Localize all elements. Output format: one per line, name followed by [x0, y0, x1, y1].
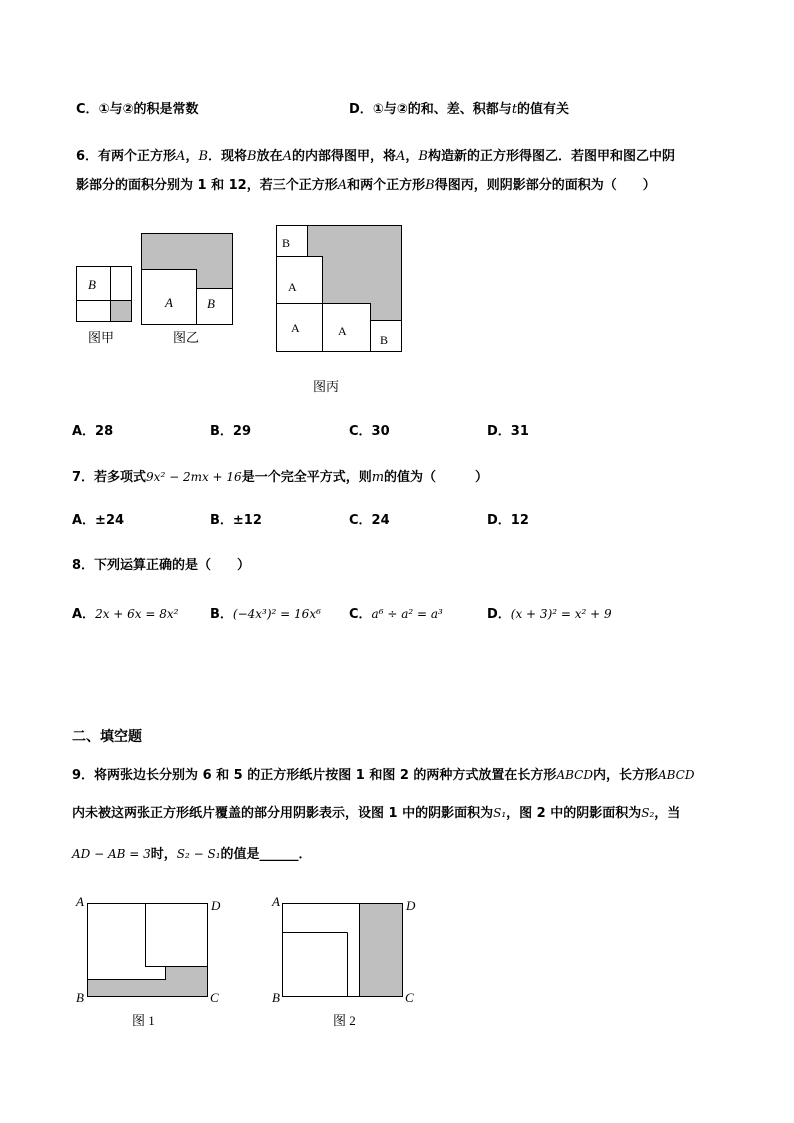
fig2-vertex-c: C	[405, 990, 414, 1005]
q6-option-b: B．29	[210, 424, 251, 439]
q7-option-a: A．±24	[72, 513, 125, 528]
q9-figures	[0, 890, 794, 1050]
fig-jia-caption: 图甲	[88, 331, 115, 346]
figure-bing	[277, 226, 402, 352]
fig2-caption: 图 2	[333, 1013, 356, 1028]
q7-expression: 9x² − 2mx + 16	[146, 470, 242, 484]
q8-option-b: B．(−4x³)² = 16x⁶	[210, 607, 321, 622]
q7-option-b: B．±12	[210, 513, 262, 528]
fig-jia-label-b: B	[88, 277, 96, 292]
fig1-vertex-b: B	[76, 990, 84, 1005]
q6-figures	[0, 215, 794, 475]
fig2-vertex-b: B	[272, 990, 280, 1005]
fig1-vertex-c: C	[210, 990, 219, 1005]
q5-option-d-text: D．①与②的和、差、积都与	[349, 102, 512, 117]
figure-1	[75, 894, 221, 1005]
fig-bing-label-a1: A	[288, 280, 297, 294]
fig-yi-label-a: A	[165, 295, 173, 310]
fig1-caption: 图 1	[132, 1013, 155, 1028]
fig1-vertex-d: D	[211, 898, 221, 913]
q5-option-d-text-end: 的值有关	[517, 102, 570, 117]
q8-option-a: A．2x + 6x = 8x²	[72, 607, 179, 622]
fig2-vertex-d: D	[406, 898, 416, 913]
q5-option-c	[76, 100, 199, 120]
q6-option-a: A．28	[72, 424, 114, 439]
fig-bing-label-b2: B	[380, 333, 389, 347]
fig-yi-caption: 图乙	[173, 331, 200, 346]
q8-option-d: D．(x + 3)² = x² + 9	[487, 607, 612, 622]
fig-bing-caption: 图丙	[313, 380, 340, 395]
fig1-vertex-a: A	[76, 894, 84, 909]
figure-jia	[77, 267, 132, 322]
q5-option-d	[349, 100, 569, 120]
q9-stem-line3: AD − AB = 3时，S₂ − S₁的值是______．	[72, 847, 312, 862]
section-title: 二、填空题	[72, 729, 142, 745]
q8-stem: 8．下列运算正确的是（ ）	[72, 558, 251, 573]
q6-option-d: D．31	[487, 424, 529, 439]
q7-stem: 7．若多项式9x² − 2mx + 16是一个完全平方式，则m的值为（ ）	[72, 470, 489, 485]
q6-stem-line1: 6．有两个正方形A，B．现将B放在A的内部得图甲，将A，B构造新的正方形得图乙．若图甲和图乙中阴	[76, 149, 675, 164]
q5-option-c-text: C．①与②的积是常数	[76, 102, 199, 117]
q9-stem-line1: 9．将两张边长分别为 6 和 5 的正方形纸片按图 1 和图 2 的两种方式放置在长方形ABCD内，长方形ABCD	[72, 768, 695, 783]
fig-bing-label-a2: A	[291, 321, 300, 335]
q8-option-c: C．a⁶ ÷ a² = a³	[349, 607, 443, 622]
fig-yi-label-b: B	[207, 296, 215, 311]
fig-bing-label-b1: B	[282, 236, 291, 250]
q6-option-c: C．30	[349, 424, 390, 439]
q5-option-d-var: t	[511, 102, 518, 117]
figure-yi	[142, 234, 233, 325]
q9-stem-line2: 内未被这两张正方形纸片覆盖的部分用阴影表示，设图 1 中的阴影面积为S₁，图 2 中的阴影面积为S₂，当	[72, 806, 681, 821]
fig2-vertex-a: A	[272, 894, 280, 909]
figure-2	[271, 894, 416, 1005]
q7-option-c: C．24	[349, 513, 390, 528]
q6-stem-line2: 影部分的面积分别为 1 和 12，若三个正方形A和两个正方形B得图丙，则阴影部分的面积为（ ）	[76, 178, 656, 193]
fig-bing-label-a3: A	[338, 324, 347, 338]
q7-option-d: D．12	[487, 513, 529, 528]
